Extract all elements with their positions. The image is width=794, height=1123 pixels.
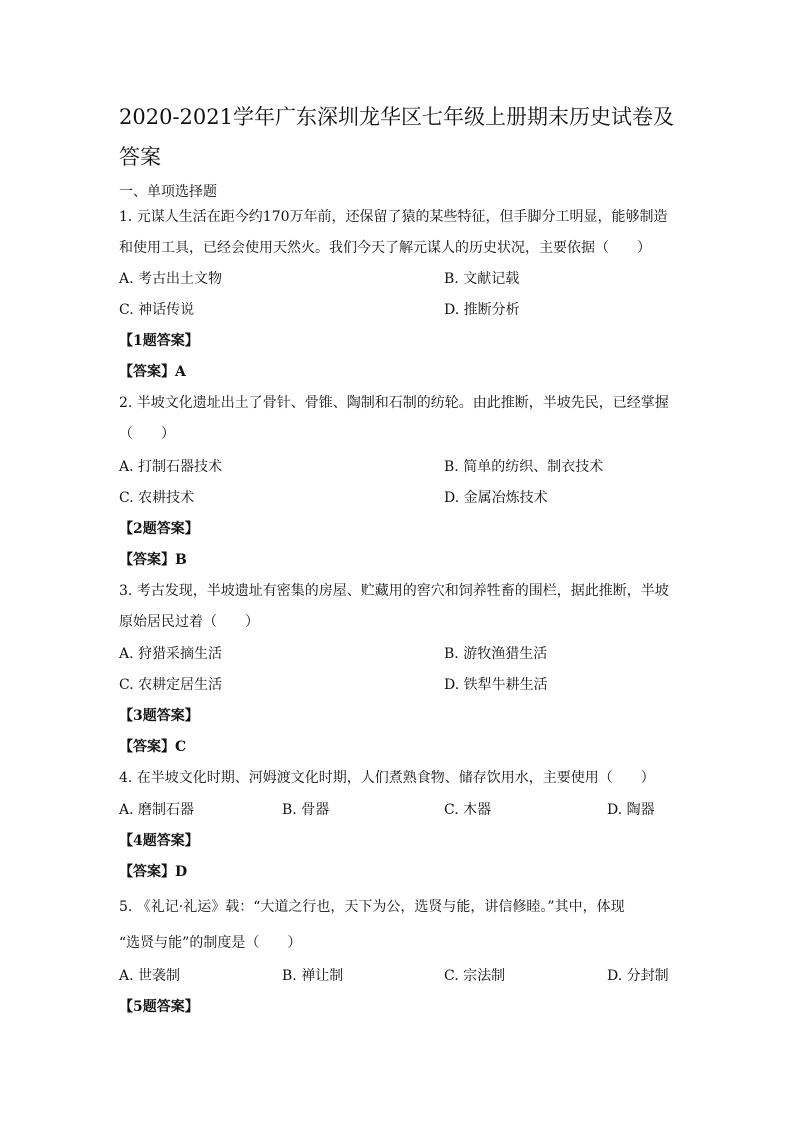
question-3-option-c: C. 农耕定居生活 — [119, 677, 223, 693]
question-4-answer-header: 【4题答案】 — [119, 833, 199, 849]
question-3-answer-header: 【3题答案】 — [119, 708, 199, 724]
question-1-option-b: B. 文献记载 — [444, 271, 520, 287]
question-2-answer-header: 【2题答案】 — [119, 521, 199, 537]
title-line-1: 2020-2021学年广东深圳龙华区七年级上册期末历史试卷及 — [119, 105, 674, 129]
question-5-option-c: C. 宗法制 — [444, 968, 506, 984]
question-2-line-2: （ ） — [119, 426, 175, 442]
question-2-option-a: A. 打制石器技术 — [119, 459, 223, 475]
question-3-option-d: D. 铁犁牛耕生活 — [444, 677, 548, 693]
question-1-option-a: A. 考古出土文物 — [119, 271, 223, 287]
question-4-option-d: D. 陶器 — [607, 802, 655, 818]
question-5-option-b: B. 禅让制 — [282, 968, 344, 984]
question-1-line-1: 1. 元谋人生活在距今约170万年前，还保留了猿的某些特征，但手脚分工明显，能够制造 — [119, 209, 668, 225]
question-4-option-b: B. 骨器 — [282, 802, 330, 818]
question-2-option-d: D. 金属冶炼技术 — [444, 490, 548, 506]
question-5-line-1: 5. 《礼记·礼运》载：“大道之行也，天下为公，选贤与能，讲信修睦。”其中，体现 — [119, 899, 625, 915]
section-heading: 一、单项选择题 — [119, 184, 217, 200]
question-4-line-1: 4. 在半坡文化时期、河姆渡文化时期，人们煮熟食物、储存饮用水，主要使用（ ） — [119, 770, 655, 786]
question-5-answer-header: 【5题答案】 — [119, 999, 199, 1015]
question-3-answer: 【答案】C — [119, 739, 187, 755]
question-3-line-1: 3. 考古发现，半坡遗址有密集的房屋、贮藏用的窖穴和饲养牲畜的围栏，据此推断，半坡 — [119, 583, 669, 599]
question-2-option-c: C. 农耕技术 — [119, 490, 195, 506]
question-1-option-c: C. 神话传说 — [119, 302, 195, 318]
question-1-line-2: 和使用工具，已经会使用天然火。我们今天了解元谋人的历史状况，主要依据（ ） — [119, 240, 651, 256]
document-title — [119, 97, 679, 177]
question-3-line-2: 原始居民过着（ ） — [119, 614, 259, 630]
question-1-answer-header: 【1题答案】 — [119, 333, 199, 349]
question-2-answer: 【答案】B — [119, 552, 187, 568]
question-3-option-a: A. 狩猎采摘生活 — [119, 646, 223, 662]
question-1-option-d: D. 推断分析 — [444, 302, 520, 318]
question-4-option-c: C. 木器 — [444, 802, 492, 818]
title-line-2: 答案 — [119, 145, 161, 169]
question-5-line-2: “选贤与能”的制度是（ ） — [119, 935, 302, 951]
question-2-option-b: B. 简单的纺织、制衣技术 — [444, 459, 604, 475]
question-3-option-b: B. 游牧渔猎生活 — [444, 646, 548, 662]
question-1-answer: 【答案】A — [119, 364, 186, 380]
question-2-line-1: 2. 半坡文化遗址出土了骨针、骨锥、陶制和石制的纺轮。由此推断，半坡先民，已经掌握 — [119, 395, 669, 411]
question-4-option-a: A. 磨制石器 — [119, 802, 195, 818]
question-5-option-d: D. 分封制 — [607, 968, 669, 984]
question-4-answer: 【答案】D — [119, 864, 188, 880]
question-5-option-a: A. 世袭制 — [119, 968, 181, 984]
